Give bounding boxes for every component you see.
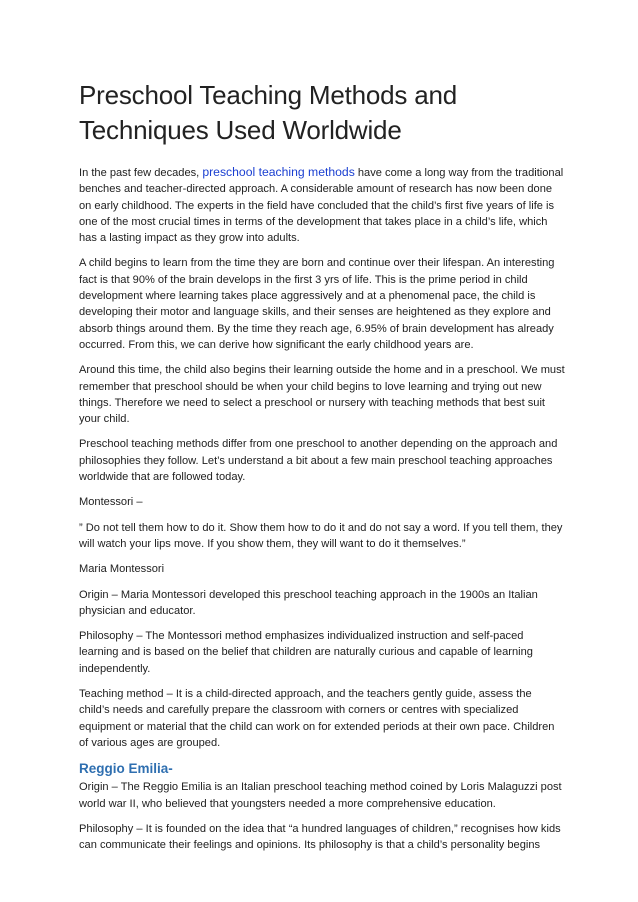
montessori-heading: Montessori – <box>79 496 143 509</box>
page-title: Preschool Teaching Methods and Techniques Used Worldwide <box>79 80 457 145</box>
montessori-teaching-method: Teaching method – It is a child-directed approach, and the teachers gently guide, assess the child’s needs and carefully prepare the classroom with corners or centres with specialized equipment or material that the child can work on for extended periods at their own pace. Children of various ages are grouped. <box>79 688 555 749</box>
preschool-teaching-methods-link[interactable]: preschool teaching methods <box>202 165 355 179</box>
intro-text-after: have come a long way from the traditional benches and teacher-directed approach. A considerable amount of research has now been done on early childhood. The experts in the field have concluded that the child’s first five years of life is one of the most crucial times in terms of the development that takes place in a child’s life, which has a lasting impact as they grow into adults. <box>79 167 564 245</box>
intro-paragraph <box>79 164 565 246</box>
quote-author: Maria Montessori <box>79 563 165 576</box>
outside-home-paragraph: Around this time, the child also begins their learning outside the home and in a preschool. We must remember that preschool should be when your child begins to love learning and trying out new things. Therefore we need to select a preschool or nursery with teaching methods that best suit your child. <box>79 364 565 426</box>
montessori-origin: Origin – Maria Montessori developed this preschool teaching approach in the 1900s an Italian physician and educator. <box>79 588 538 617</box>
brain-development-paragraph: A child begins to learn from the time they are born and continue over their lifespan. An interesting fact is that 90% of the brain develops in the first 3 yrs of life. This is the prime period in child development where learning takes place aggressively and at a phenomenal pace, the child is developing their motor and language skills, and their senses are heightened as they explore and absorb things around them. By the time they reach age, 6.95% of brain development has already occurred. From this, we can derive how significant the early childhood years are. <box>79 257 555 351</box>
reggio-philosophy: Philosophy – It is founded on the idea that “a hundred languages of children,” recognises how kids can communicate their feelings and opinions. Its philosophy is that a child’s personality begins <box>79 822 561 852</box>
montessori-quote: ” Do not tell them how to do it. Show them how to do it and do not say a word. If you tell them, they will watch your lips move. If you show them, they will want to do it themselves.” <box>79 521 563 550</box>
montessori-philosophy: Philosophy – The Montessori method emphasizes individualized instruction and self-paced learning and is based on the belief that children are naturally curious and capable of learning independently. <box>79 630 533 675</box>
approaches-paragraph: Preschool teaching methods differ from one preschool to another depending on the approach and philosophies they follow. Let’s understand a bit about a few main preschool teaching approaches worldwide that are followed today. <box>79 438 558 484</box>
intro-text-before: In the past few decades, <box>79 167 203 179</box>
reggio-emilia-heading: Reggio Emilia- <box>79 761 173 777</box>
document-page <box>79 78 565 862</box>
reggio-origin: Origin – The Reggio Emilia is an Italian preschool teaching method coined by Loris Malaguzzi post world war II, who believed that youngsters needed a more comprehensive education. <box>79 781 562 810</box>
